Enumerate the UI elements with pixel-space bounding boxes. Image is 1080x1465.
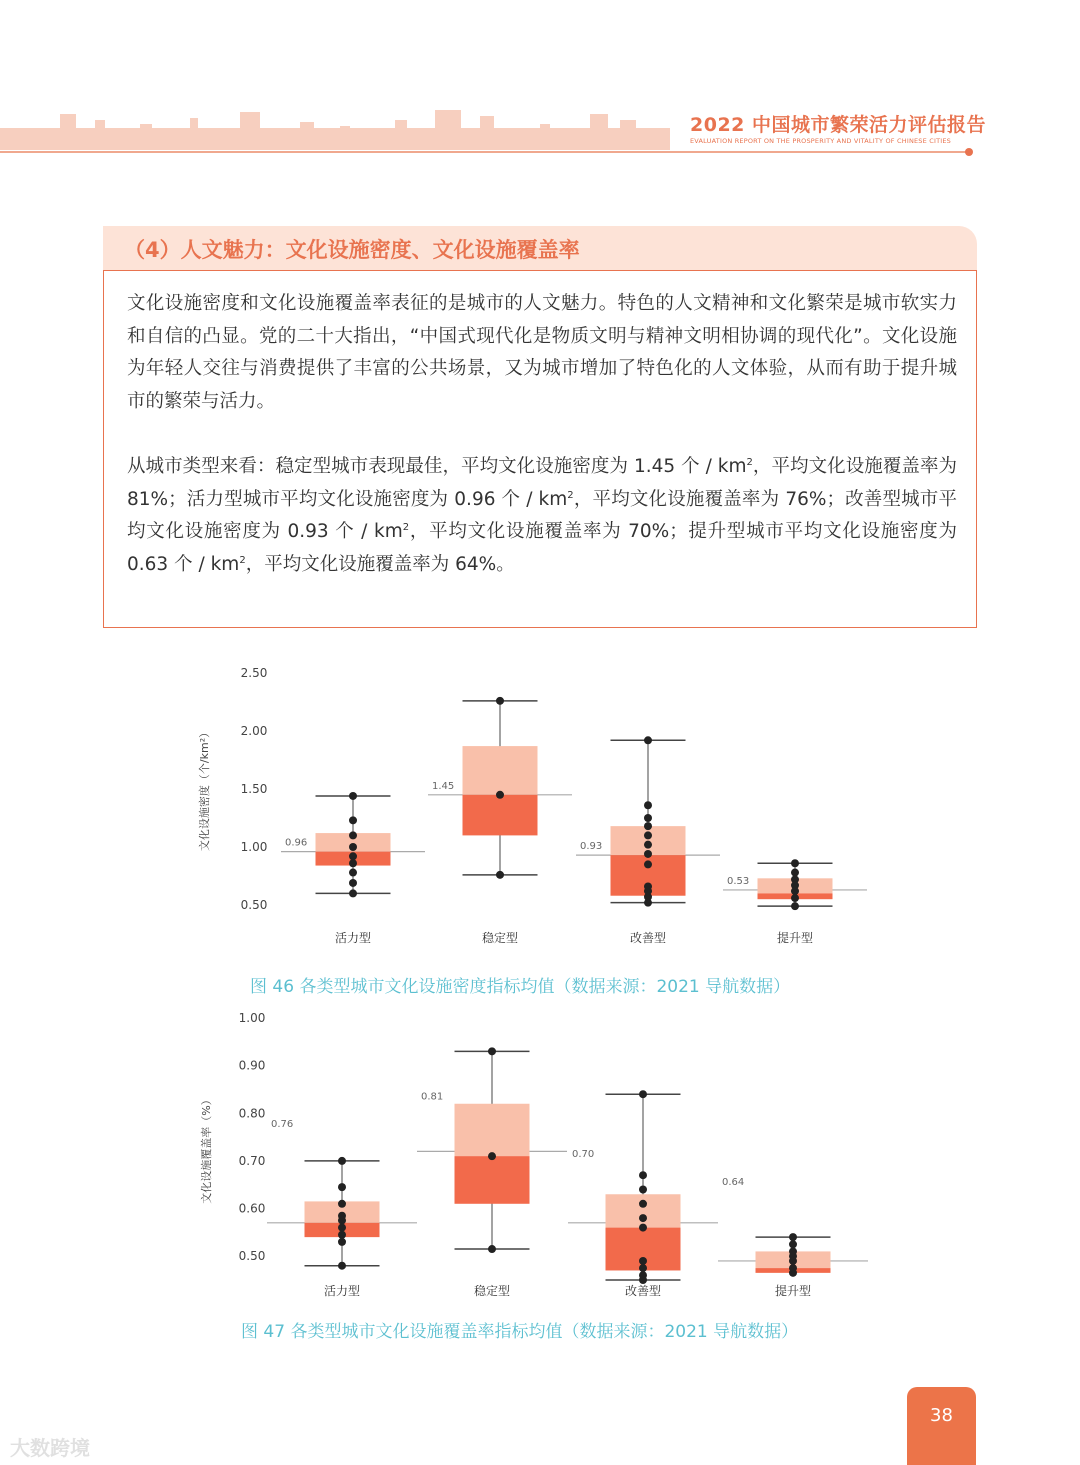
superscript: 2 xyxy=(746,456,753,468)
category-label: 改善型 xyxy=(624,1284,662,1298)
data-point xyxy=(791,902,799,910)
data-point xyxy=(644,850,652,858)
data-point xyxy=(644,882,652,890)
y-tick-label: 0.60 xyxy=(238,1201,266,1216)
data-point xyxy=(349,889,357,897)
para-part: ，平均文化设施覆盖率为 76%；改善型城市平均文化设施密度为 0.93 个 / km xyxy=(127,488,957,542)
mean-label: 0.93 xyxy=(580,841,603,853)
y-tick-label: 0.90 xyxy=(238,1058,266,1073)
data-point xyxy=(338,1224,346,1232)
box-upper xyxy=(463,746,538,795)
para-part: ，平均文化设施覆盖率为 70%；提升型城市平均文化设施密度为 0.63 个 / km xyxy=(127,521,957,575)
data-point xyxy=(644,831,652,839)
data-point xyxy=(789,1240,797,1248)
y-tick-label: 0.50 xyxy=(238,1249,266,1264)
data-point xyxy=(644,814,652,822)
data-point xyxy=(338,1200,346,1208)
header-divider xyxy=(0,151,968,153)
mean-label: 1.45 xyxy=(432,780,455,792)
data-point xyxy=(349,831,357,839)
data-point xyxy=(644,860,652,868)
data-point xyxy=(488,1152,496,1160)
data-point xyxy=(338,1238,346,1246)
category-label: 活力型 xyxy=(334,931,372,945)
y-tick-label: 0.50 xyxy=(240,898,268,912)
data-point xyxy=(338,1231,346,1239)
data-point xyxy=(644,801,652,809)
data-point xyxy=(644,841,652,849)
data-point xyxy=(791,894,799,902)
category-label: 提升型 xyxy=(774,1284,812,1298)
data-point xyxy=(791,859,799,867)
data-point xyxy=(639,1271,647,1279)
box-upper xyxy=(606,1194,681,1227)
superscript: 2 xyxy=(567,489,574,501)
y-axis-title: 文化设施密度（个/km²） xyxy=(198,726,211,852)
watermark-logo: 大数跨境 xyxy=(10,1436,90,1460)
data-point xyxy=(349,859,357,867)
data-point xyxy=(349,843,357,851)
data-point xyxy=(789,1264,797,1272)
data-point xyxy=(488,1047,496,1055)
page-number: 38 xyxy=(930,1405,953,1426)
data-point xyxy=(791,875,799,883)
data-point xyxy=(791,869,799,877)
y-tick-label: 2.50 xyxy=(240,666,268,680)
box-lower xyxy=(463,795,538,836)
data-point xyxy=(496,871,504,879)
data-point xyxy=(639,1264,647,1272)
data-point xyxy=(349,852,357,860)
data-point xyxy=(338,1183,346,1191)
data-point xyxy=(644,822,652,830)
data-point xyxy=(789,1247,797,1255)
mean-label: 0.81 xyxy=(421,1091,444,1103)
data-point xyxy=(639,1090,647,1098)
report-title: 2022 中国城市繁荣活力评估报告 xyxy=(690,114,986,136)
category-label: 稳定型 xyxy=(473,1284,511,1298)
data-point xyxy=(338,1262,346,1270)
data-point xyxy=(338,1157,346,1165)
y-tick-label: 2.00 xyxy=(240,724,268,738)
data-point xyxy=(349,792,357,800)
category-label: 活力型 xyxy=(323,1284,361,1298)
box-lower xyxy=(455,1156,530,1204)
data-point xyxy=(639,1185,647,1193)
mean-label: 0.70 xyxy=(572,1148,595,1160)
y-tick-label: 1.00 xyxy=(238,1011,266,1025)
report-subtitle: EVALUATION REPORT ON THE PROSPERITY AND VITALITY OF CHINESE CITIES xyxy=(690,137,951,145)
data-point xyxy=(639,1200,647,1208)
mean-label: 0.96 xyxy=(285,837,308,849)
data-point xyxy=(639,1171,647,1179)
superscript: 2 xyxy=(402,521,410,533)
box-upper xyxy=(455,1104,530,1156)
superscript: 2 xyxy=(239,554,246,566)
data-point xyxy=(639,1214,647,1222)
category-label: 提升型 xyxy=(776,931,814,945)
data-point xyxy=(639,1257,647,1265)
y-tick-label: 0.70 xyxy=(238,1153,266,1168)
data-point xyxy=(349,879,357,887)
category-label: 改善型 xyxy=(629,931,667,945)
mean-label: 0.76 xyxy=(271,1118,294,1130)
data-point xyxy=(639,1224,647,1232)
data-point xyxy=(644,736,652,744)
para-part: ，平均文化设施覆盖率为 81%；活力型城市平均文化设施密度为 0.96 个 / km xyxy=(127,456,957,510)
page-number-tab xyxy=(907,1387,976,1465)
data-point xyxy=(496,697,504,705)
mean-label: 0.64 xyxy=(722,1176,745,1188)
y-tick-label: 0.80 xyxy=(238,1106,266,1121)
city-type-paragraph xyxy=(127,451,957,581)
figure-46-caption: 图 46 各类型城市文化设施密度指标均值（数据来源：2021 导航数据） xyxy=(250,977,791,997)
data-point xyxy=(349,869,357,877)
figure-47-caption: 图 47 各类型城市文化设施覆盖率指标均值（数据来源：2021 导航数据） xyxy=(241,1322,799,1342)
y-tick-label: 1.50 xyxy=(240,782,268,796)
density-boxplot xyxy=(0,650,1080,960)
y-axis-title: 文化设施覆盖率（%） xyxy=(200,1094,213,1204)
data-point xyxy=(349,816,357,824)
category-label: 稳定型 xyxy=(481,931,519,945)
data-point xyxy=(496,791,504,799)
section-title: （4）人文魅力：文化设施密度、文化设施覆盖率 xyxy=(124,238,580,262)
skyline-illustration xyxy=(0,108,670,152)
data-point xyxy=(789,1233,797,1241)
mean-label: 0.53 xyxy=(727,875,750,887)
y-tick-label: 1.00 xyxy=(240,840,268,854)
para-part: ，平均文化设施覆盖率为 64%。 xyxy=(245,553,515,575)
intro-paragraph: 文化设施密度和文化设施覆盖率表征的是城市的人文魅力。特色的人文精神和文化繁荣是城市软实力和自信的凸显。党的二十大指出，“中国式现代化是物质文明与精神文明相协调的现代化”。文化设施为年轻人交往与消费提供了丰富的公共场景，又为城市增加了特色化的人文体验，从而有助于提升城市的繁荣与活力。 xyxy=(127,293,957,412)
data-point xyxy=(338,1212,346,1220)
header-divider-dot xyxy=(965,148,973,156)
data-point xyxy=(488,1245,496,1253)
coverage-boxplot xyxy=(0,1000,1080,1310)
para-part: 从城市类型来看：稳定型城市表现最佳，平均文化设施密度为 1.45 个 / km xyxy=(127,456,747,477)
